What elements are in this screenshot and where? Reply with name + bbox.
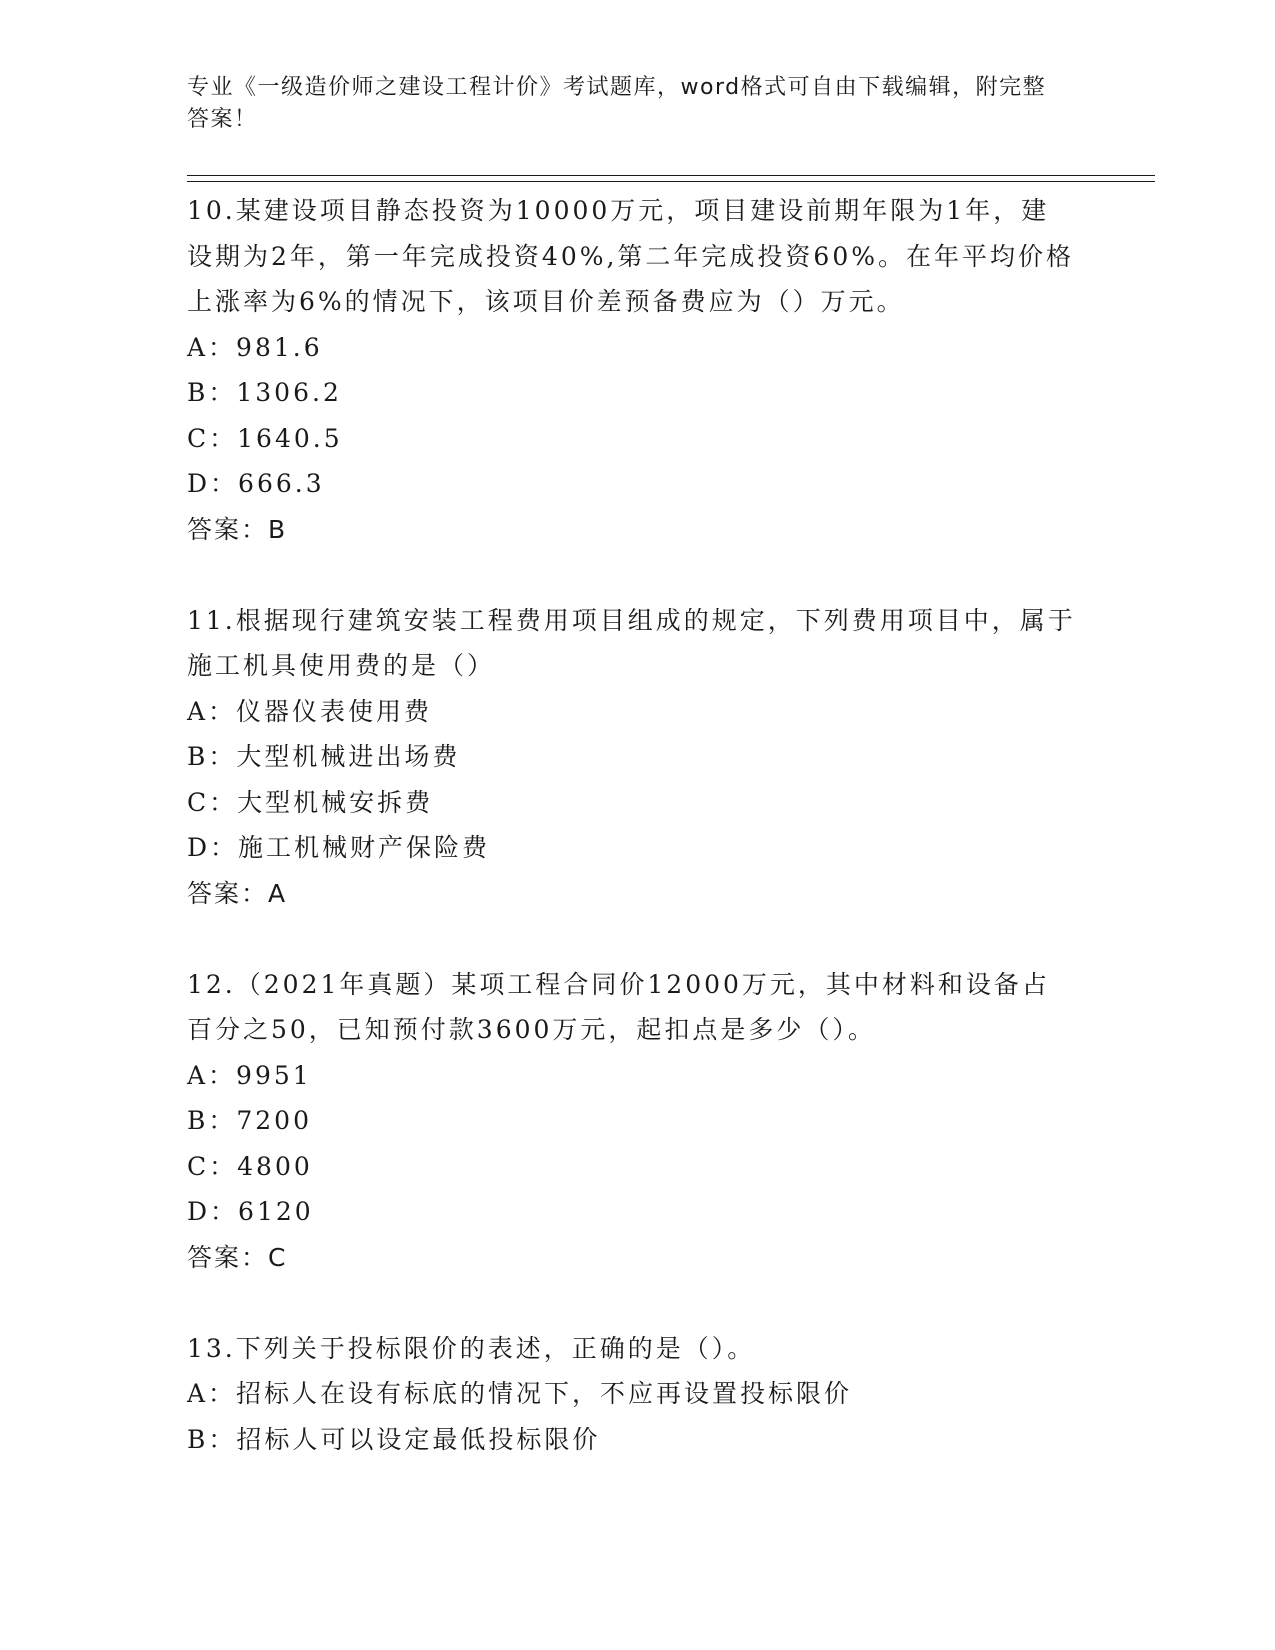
question-12 bbox=[187, 962, 1077, 1281]
question-stem: 12.（2021年真题）某项工程合同价12000万元，其中材料和设备占百分之50，已知预付款3600万元，起扣点是多少（）。 bbox=[187, 969, 1050, 1044]
question-10 bbox=[187, 188, 1077, 552]
question-stem: 11.根据现行建筑安装工程费用项目组成的规定，下列费用项目中，属于施工机具使用费的是（） bbox=[187, 605, 1076, 680]
option-b: B：大型机械进出场费 bbox=[187, 742, 461, 771]
option-c: C：4800 bbox=[187, 1151, 313, 1181]
question-spacer bbox=[187, 552, 1077, 598]
option-d: D：6120 bbox=[187, 1197, 314, 1226]
option-a: A：仪器仪表使用费 bbox=[187, 696, 433, 726]
option-b: B：招标人可以设定最低投标限价 bbox=[187, 1424, 601, 1454]
option-c: C：大型机械安拆费 bbox=[187, 787, 434, 817]
option-a: A：招标人在设有标底的情况下，不应再设置投标限价 bbox=[187, 1379, 853, 1408]
header-rule-top bbox=[187, 175, 1155, 176]
answer-line: 答案：B bbox=[187, 514, 288, 544]
option-a: A：9951 bbox=[187, 1060, 312, 1090]
option-d: D：666.3 bbox=[187, 469, 325, 498]
option-a: A：981.6 bbox=[187, 332, 323, 362]
answer-line: 答案：C bbox=[187, 1242, 288, 1272]
answer-line: 答案：A bbox=[187, 878, 288, 908]
question-stem: 10.某建设项目静态投资为10000万元，项目建设前期年限为1年，建设期为2年，第一年完成投资40%,第二年完成投资60%。在年平均价格上涨率为6%的情况下，该项目价差预备费应为（）万元。 bbox=[187, 196, 1074, 316]
option-c: C：1640.5 bbox=[187, 423, 343, 453]
question-13 bbox=[187, 1326, 1077, 1463]
question-stem: 13.下列关于投标限价的表述，正确的是（）。 bbox=[187, 1333, 756, 1363]
option-b: B：7200 bbox=[187, 1106, 312, 1135]
question-spacer bbox=[187, 916, 1077, 962]
option-d: D：施工机械财产保险费 bbox=[187, 833, 491, 862]
question-list bbox=[187, 188, 1077, 1462]
document-header: 专业《一级造价师之建设工程计价》考试题库，word格式可自由下载编辑，附完整答案！ bbox=[187, 75, 1047, 132]
option-b: B：1306.2 bbox=[187, 378, 342, 407]
question-11 bbox=[187, 598, 1077, 917]
question-spacer bbox=[187, 1280, 1077, 1326]
header-rule-bottom bbox=[187, 181, 1155, 182]
